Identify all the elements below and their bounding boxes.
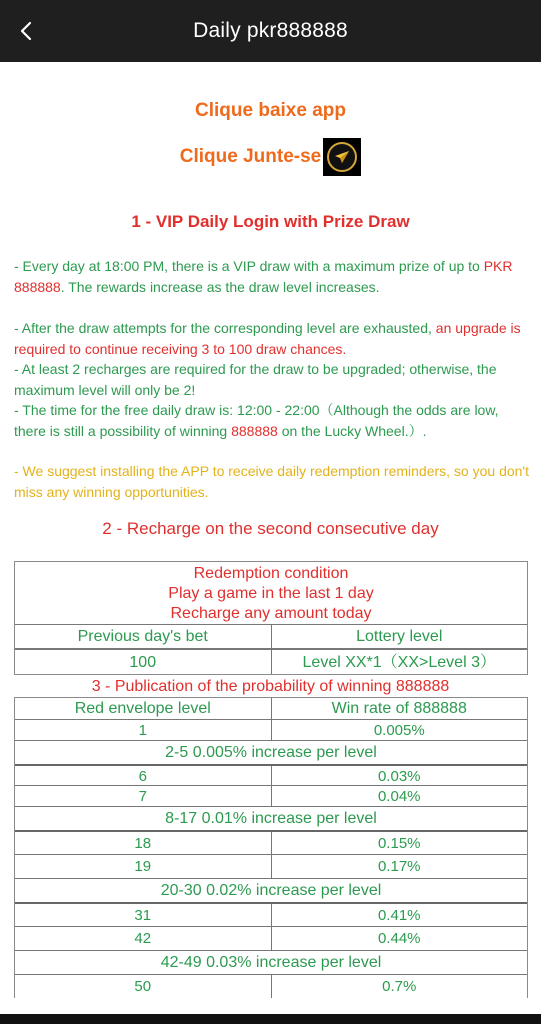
condition-title: Redemption condition bbox=[193, 565, 349, 582]
top-bar bbox=[0, 0, 541, 62]
condition-1: Play a game in the last 1 day bbox=[168, 585, 374, 602]
level-cell: 1 bbox=[138, 722, 147, 739]
section2-title: 2 - Recharge on the second consecutive day bbox=[102, 519, 439, 538]
rate-cell: 0.005% bbox=[271, 720, 528, 740]
page-title: Daily pkr888888 bbox=[193, 19, 348, 42]
rate-cell: 0.44% bbox=[271, 927, 528, 950]
rate-cell: 0.17% bbox=[271, 855, 528, 878]
probability-table-header bbox=[15, 698, 527, 719]
rate-cell: 0.03% bbox=[271, 766, 528, 785]
join-link[interactable] bbox=[0, 138, 541, 176]
rate-cell: 0.41% bbox=[271, 904, 528, 926]
section1-paragraph-4 bbox=[14, 400, 529, 441]
level-cell: 42 bbox=[134, 930, 152, 947]
section1-paragraph-2 bbox=[14, 318, 529, 359]
join-link-label: Clique Junte-se bbox=[179, 146, 322, 167]
table-row bbox=[15, 830, 527, 854]
section3-title: 3 - Publication of the probability of winning 888888 bbox=[91, 678, 450, 695]
table-row bbox=[15, 902, 527, 926]
level-cell: 7 bbox=[138, 788, 147, 805]
probability-table bbox=[14, 697, 528, 998]
rate-cell: 0.7% bbox=[271, 975, 528, 998]
p1-text-b: . The rewards increase as the draw level increases. bbox=[60, 278, 380, 295]
section1-paragraph-5: - We suggest installing the APP to receive daily redemption reminders, so you don't miss any winning opportunities. bbox=[14, 463, 529, 500]
col-red-envelope-level: Red envelope level bbox=[74, 700, 211, 717]
level-cell: 19 bbox=[134, 858, 152, 875]
rate-cell: 0.15% bbox=[271, 832, 528, 854]
condition-2: Recharge any amount today bbox=[170, 605, 372, 622]
table-row bbox=[15, 926, 527, 950]
recharge-table bbox=[14, 561, 528, 675]
table-row bbox=[15, 785, 527, 806]
p1-prize: PKR 888888 bbox=[14, 258, 513, 295]
chevron-left-icon bbox=[16, 20, 38, 42]
telegram-circle bbox=[327, 142, 357, 172]
recharge-table-header bbox=[15, 624, 527, 648]
bet-value: 100 bbox=[129, 654, 157, 671]
section1-paragraph-3: - At least 2 recharges are required for the draw to be upgraded; otherwise, the maximum level will only be 2! bbox=[14, 361, 497, 398]
level-cell: 50 bbox=[134, 978, 152, 995]
group-label: 8-17 0.01% increase per level bbox=[15, 806, 527, 830]
table-row bbox=[15, 719, 527, 740]
p2-highlight: an upgrade is required to continue receiving 3 to 100 draw chances. bbox=[14, 320, 521, 357]
section1-paragraph-1 bbox=[14, 256, 529, 297]
telegram-icon[interactable] bbox=[323, 138, 361, 176]
table-row bbox=[15, 974, 527, 998]
col-previous-bet: Previous day's bet bbox=[77, 628, 208, 645]
section1-title: 1 - VIP Daily Login with Prize Draw bbox=[131, 212, 410, 231]
table-row bbox=[15, 764, 527, 785]
level-cell: 31 bbox=[134, 907, 152, 924]
p4-number: 888888 bbox=[231, 422, 278, 439]
col-win-rate: Win rate of 888888 bbox=[271, 698, 528, 719]
back-button[interactable] bbox=[8, 12, 46, 50]
redemption-condition bbox=[15, 562, 527, 624]
rate-cell: 0.04% bbox=[271, 786, 528, 806]
paper-plane-icon bbox=[334, 150, 350, 164]
level-value: Level XX*1（XX>Level 3） bbox=[271, 650, 528, 674]
col-lottery-level: Lottery level bbox=[271, 625, 528, 648]
level-cell: 18 bbox=[134, 835, 152, 852]
recharge-table-row bbox=[15, 648, 527, 674]
p2-text: - After the draw attempts for the corresponding level are exhausted, bbox=[14, 320, 436, 336]
level-cell: 6 bbox=[138, 768, 147, 785]
p4-text-a: - The time for the free daily draw is: 12:00 - 22:00（Although the odds are low, there is still a possibility of winning bbox=[14, 402, 499, 439]
bottom-bar bbox=[0, 1014, 541, 1024]
table-row bbox=[15, 854, 527, 878]
group-label: 2-5 0.005% increase per level bbox=[15, 740, 527, 764]
download-app-link[interactable]: Clique baixe app bbox=[195, 100, 346, 121]
p4-text-b: on the Lucky Wheel.）. bbox=[277, 422, 427, 439]
group-label: 20-30 0.02% increase per level bbox=[15, 878, 527, 902]
group-label: 42-49 0.03% increase per level bbox=[15, 950, 527, 974]
p1-text-a: - Every day at 18:00 PM, there is a VIP draw with a maximum prize of up to bbox=[14, 258, 484, 274]
